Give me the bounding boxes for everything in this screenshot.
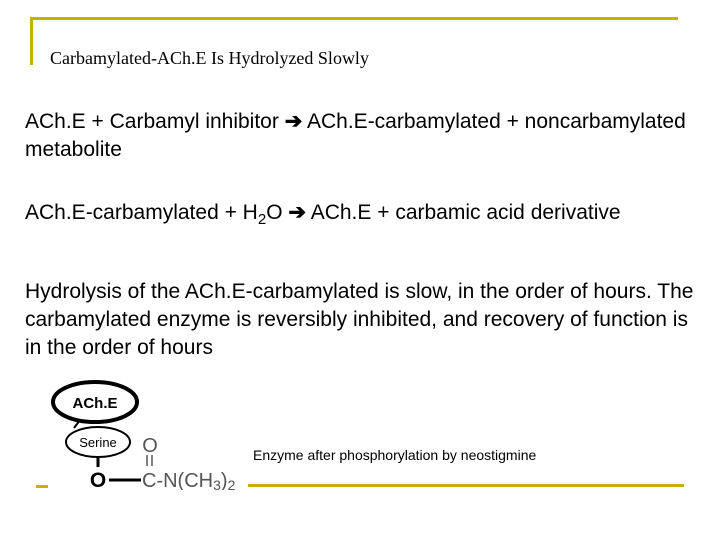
frame-left-line	[30, 17, 33, 65]
right-arrow-icon: ➔	[288, 201, 306, 224]
reaction-2-right: ACh.E + carbamic acid derivative	[310, 201, 621, 224]
bottom-line	[248, 484, 684, 487]
carbon-group-text: C-N(CH	[142, 470, 214, 490]
close-paren: )	[220, 470, 228, 490]
carbamate-group	[142, 470, 236, 490]
methyl-subscript: 3	[213, 477, 221, 490]
reaction-2-left-post: O	[266, 201, 283, 224]
diagram-caption: Enzyme after phosphorylation by neostigmine	[253, 447, 537, 463]
reaction-1	[25, 108, 695, 164]
bottom-left-dash	[36, 485, 48, 488]
frame-top-line	[30, 17, 678, 20]
reaction-1-right: ACh.E-carbamylated + noncarbamylated metabolite	[25, 110, 686, 161]
hydrolysis-paragraph: Hydrolysis of the ACh.E-carbamylated is slow, in the order of hours. The carbamylated enzyme is reversibly inhibited, and recovery of function is in the order of hours	[25, 280, 694, 359]
carbamylated-enzyme-diagram	[50, 380, 250, 490]
enzyme-label: ACh.E	[72, 395, 118, 412]
serine-label: Serine	[79, 435, 117, 450]
reaction-2-subscript: 2	[257, 211, 267, 228]
right-arrow-icon: ➔	[284, 110, 303, 133]
slide-title: Carbamylated-ACh.E Is Hydrolyzed Slowly	[50, 48, 369, 68]
reaction-2-left-pre: ACh.E-carbamylated + H	[25, 201, 258, 224]
group-subscript: 2	[227, 477, 236, 490]
reaction-2	[25, 199, 695, 227]
oxygen-atom: O	[89, 469, 107, 490]
reaction-1-left: ACh.E + Carbamyl inhibitor	[25, 110, 279, 133]
carbonyl-oxygen: O	[142, 435, 158, 457]
